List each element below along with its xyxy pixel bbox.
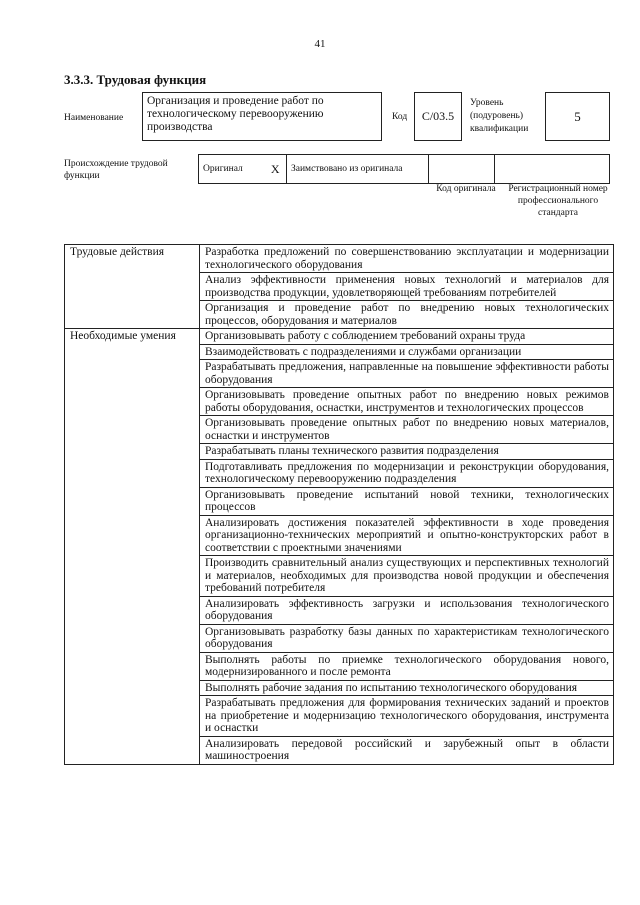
list-item: Разрабатывать планы технического развития подразделения — [200, 444, 614, 460]
list-item: Подготавливать предложения по модернизации и реконструкции оборудования, технологическому перевооружению подразделения — [200, 459, 614, 487]
list-item: Разрабатывать предложения для формирования технических заданий и проектов на приобретение и модернизацию технологического оборудования, инструмента и оснастки — [200, 696, 614, 737]
list-item: Анализировать передовой российский и зарубежный опыт в области машиностроения — [200, 736, 614, 764]
section-title: 3.3.3. Трудовая функция — [64, 72, 207, 87]
list-item: Производить сравнительный анализ существующих и перспективных технологий и материалов, необходимых для производства новой продукции и обеспечения требований потребителя — [200, 556, 614, 597]
code-label: Код — [392, 112, 408, 122]
table-row — [65, 245, 614, 273]
list-item: Разрабатывать предложения, направленные на повышение эффективности работы оборудования — [200, 360, 614, 388]
list-item: Организовывать работу с соблюдением требований охраны труда — [200, 329, 614, 345]
name-label: Наименование — [64, 113, 124, 123]
list-item: Организовывать разработку базы данных по характеристикам технологического оборудования — [200, 624, 614, 652]
list-item: Выполнять работы по приемке технологического оборудования нового, модернизированного и после ремонта — [200, 652, 614, 680]
list-item: Организовывать проведение испытаний новой техники, технологических процессов — [200, 487, 614, 515]
list-item: Взаимодействовать с подразделениями и службами организации — [200, 344, 614, 360]
list-item: Организация и проведение работ по внедрению новых технологических процессов, оборудования и материалов — [200, 301, 614, 329]
origin-code-cell — [429, 155, 495, 184]
level-box: 5 — [545, 92, 610, 141]
code-box: С/03.5 — [414, 92, 462, 141]
list-item: Анализ эффективности применения новых технологий и материалов для производства продукции, удовлетворяющей требованиям потребителей — [200, 273, 614, 301]
level-label: Уровень (подуровень) квалификации — [470, 98, 529, 134]
code-caption: Код оригинала — [436, 184, 496, 194]
original-mark: X — [265, 155, 287, 184]
labor-function-table — [64, 244, 614, 765]
original-label: Оригинал — [199, 155, 265, 184]
borrowed-label: Заимствовано из оригинала — [287, 155, 429, 184]
origin-label: Происхождение трудовой функции — [64, 159, 168, 181]
list-item: Организовывать проведение опытных работ по внедрению новых режимов работы оборудования, оснастки, инструментов и технологических процессов — [200, 388, 614, 416]
section-title-cell: Трудовые действия — [65, 245, 200, 329]
list-item: Выполнять рабочие задания по испытанию технологического оборудования — [200, 680, 614, 696]
list-item: Анализировать эффективность загрузки и использования технологического оборудования — [200, 596, 614, 624]
table-row — [65, 329, 614, 345]
origin-table — [198, 154, 610, 184]
list-item: Анализировать достижения показателей эффективности в ходе проведения организационно-технических мероприятий и опытно-конструкторских работ в соответствии с проектными значениями — [200, 515, 614, 556]
origin-reg-cell — [495, 155, 610, 184]
reg-caption: Регистрационный номер профессионального стандарта — [508, 184, 608, 218]
page-number: 41 — [314, 38, 326, 50]
section-title-cell: Необходимые умения — [65, 329, 200, 765]
list-item: Разработка предложений по совершенствованию эксплуатации и модернизации технологического оборудования — [200, 245, 614, 273]
function-name-box: Организация и проведение работ по технологическому перевооружению производства — [142, 92, 382, 141]
list-item: Организовывать проведение опытных работ по внедрению новых материалов, оснастки и инструментов — [200, 416, 614, 444]
